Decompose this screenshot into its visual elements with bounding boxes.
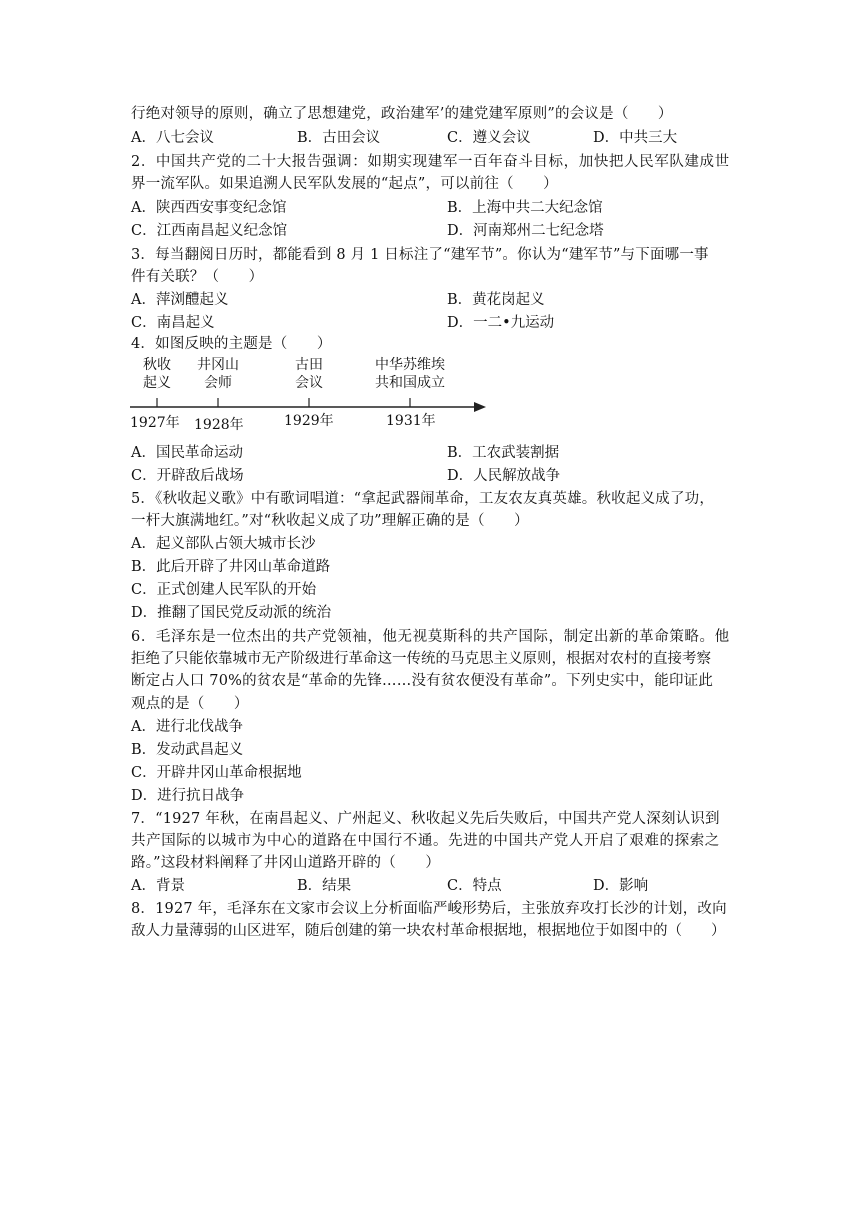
q5-option-b: B．此后开辟了井冈山革命道路: [131, 559, 331, 575]
q6-option-b: B．发动武昌起义: [131, 742, 244, 758]
q3-option-b: B．黄花岗起义: [447, 292, 545, 308]
q7-stem-line3: 路。”这段材料阐释了井冈山道路开辟的（ ）: [131, 855, 441, 871]
timeline-event-1-label: [132, 356, 182, 392]
q5-option-d: D．推翻了国民党反动派的统治: [131, 605, 332, 621]
timeline-event-1-line1: 秋收: [143, 357, 171, 373]
q8-stem-line1: 8．1927 年，毛泽东在文家市会议上分析面临严峻形势后，主张放弃攻打长沙的计划，改向: [131, 901, 727, 917]
q2-option-d: D．河南郑州二七纪念塔: [447, 223, 604, 239]
q8-stem-line2: 敌人力量薄弱的山区进军，随后创建的第一块农村革命根据地，根据地位于如图中的（ ）: [131, 923, 726, 939]
q6-option-a: A．进行北伐战争: [131, 719, 243, 735]
q7-option-d: D．影响: [593, 878, 649, 894]
q3-stem-line2: 件有关联？（ ）: [131, 269, 264, 285]
q3-option-c: C．南昌起义: [131, 315, 215, 331]
q4-option-d: D．人民解放战争: [447, 468, 561, 484]
q1-option-a: A．八七会议: [131, 130, 214, 146]
timeline-event-4-line2: 共和国成立: [375, 375, 445, 391]
q6-stem-line3: 断定占人口 70%的贫农是“革命的先锋……没有贫农便没有革命”。下列史实中，能印证此: [131, 673, 714, 689]
timeline-event-2-label: [188, 356, 248, 392]
q7-stem-line2: 共产国际的以城市为中心的道路在中国行不通。先进的中国共产党人开启了艰难的探索之: [131, 833, 720, 849]
q1-option-d: D．中共三大: [593, 130, 678, 146]
q4-option-a: A．国民革命运动: [131, 445, 243, 461]
q4-option-c: C．开辟敌后战场: [131, 468, 244, 484]
q6-stem-line1: 6．毛泽东是一位杰出的共产党领袖，他无视莫斯科的共产国际，制定出新的革命策略。他: [131, 629, 730, 645]
q3-option-d: D．一二•九运动: [447, 315, 555, 331]
q5-stem-line2: 一杆大旗满地红。”对“秋收起义成了功”理解正确的是（ ）: [131, 513, 529, 529]
q4-stem: 4．如图反映的主题是（ ）: [131, 336, 332, 352]
timeline-year-1931: 1931年: [386, 413, 436, 429]
timeline-year-1929: 1929年: [284, 413, 334, 429]
timeline-event-3-line2: 会议: [295, 375, 323, 391]
timeline-event-2-line2: 会师: [204, 375, 232, 391]
q7-option-c: C．特点: [447, 878, 502, 894]
timeline-event-4-label: [364, 356, 456, 392]
q3-stem-line1: 3．每当翻阅日历时，都能看到 8 月 1 日标注了“建军节”。你认为“建军节”与下面哪一事: [131, 247, 709, 263]
q5-stem-line1: 5．《秋收起义歌》中有歌词唱道：“拿起武器闹革命，工友农友真英雄。秋收起义成了功，: [131, 491, 715, 507]
q4-timeline-figure: [128, 356, 498, 436]
timeline-event-1-line2: 起义: [143, 375, 171, 391]
q6-stem-line2: 拒绝了只能依靠城市无产阶级进行革命这一传统的马克思主义原则，根据对农村的直接考察: [131, 651, 711, 667]
timeline-event-2-line1: 井冈山: [197, 357, 239, 373]
q1-stem: 行绝对领导的原则，确立了思想建党，政治建军’的建党建军原则”的会议是（ ）: [131, 106, 673, 122]
q5-option-c: C．正式创建人民军队的开始: [131, 582, 317, 598]
q3-option-a: A．萍浏醴起义: [131, 292, 229, 308]
timeline-year-1927: 1927年: [130, 415, 180, 431]
timeline-year-1928: 1928年: [194, 417, 244, 433]
q6-stem-line4: 观点的是（ ）: [131, 696, 249, 712]
timeline-event-4-line1: 中华苏维埃: [375, 357, 445, 373]
q6-option-d: D．进行抗日战争: [131, 788, 245, 804]
q6-option-c: C．开辟井冈山革命根据地: [131, 765, 302, 781]
q4-option-b: B．工农武装割据: [447, 445, 560, 461]
q2-stem-line2: 界一流军队。如果追溯人民军队发展的“起点”，可以前往（ ）: [131, 176, 558, 192]
q1-option-b: B．古田会议: [297, 130, 381, 146]
q5-option-a: A．起义部队占领大城市长沙: [131, 536, 316, 552]
q2-option-c: C．江西南昌起义纪念馆: [131, 223, 288, 239]
q1-option-c: C．遵义会议: [447, 130, 531, 146]
q7-option-b: B．结果: [297, 878, 352, 894]
q7-option-a: A．背景: [131, 878, 185, 894]
q2-option-b: B．上海中共二大纪念馆: [447, 200, 603, 216]
timeline-event-3-label: [284, 356, 334, 392]
q2-option-a: A．陕西西安事变纪念馆: [131, 200, 287, 216]
timeline-arrow-icon: [474, 402, 486, 412]
q7-stem-line1: 7．“1927 年秋，在南昌起义、广州起义、秋收起义先后失败后，中国共产党人深刻认识到: [131, 811, 720, 827]
timeline-event-3-line1: 古田: [295, 357, 323, 373]
q2-stem-line1: 2．中国共产党的二十大报告强调：如期实现建军一百年奋斗目标，加快把人民军队建成世: [131, 154, 730, 170]
